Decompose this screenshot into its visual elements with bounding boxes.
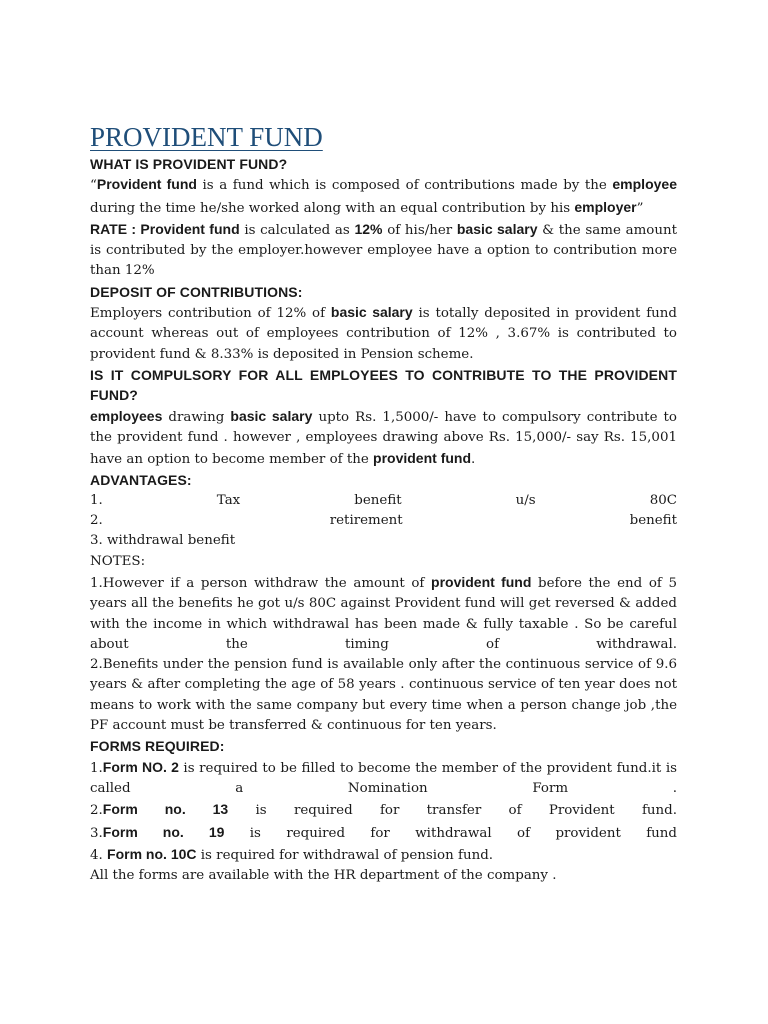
note-1-text-2: before the end of 5 years all the benefits he got u/s 80C against Provident fund will get reversed & added with the income in which withdrawal has been made & fully taxable . So be careful about the timing of withdrawal.: [90, 575, 677, 652]
compulsory-paragraph: [90, 406, 677, 471]
term-employees: employees: [90, 407, 163, 424]
advantage-item: 1. Tax benefit u/s 80C: [90, 492, 677, 508]
form-3-number: 3.: [90, 825, 103, 841]
form-4-text: is required for withdrawal of pension fund.: [196, 847, 494, 863]
form-2-number: 2.: [90, 803, 103, 819]
term-basic-salary: basic salary: [456, 220, 538, 237]
term-employee: employee: [612, 176, 677, 193]
form-item-2: [90, 799, 677, 821]
form-4-label: Form no. 10C: [107, 845, 197, 862]
term-basic-salary: basic salary: [330, 304, 413, 321]
rate-text-3: & the same amount is contributed by the employer.however employee have a option to contribution more than 12%: [90, 222, 677, 279]
section-heading-what-is: WHAT IS PROVIDENT FUND?: [90, 156, 288, 172]
deposit-paragraph: [90, 302, 677, 365]
rate-text-1: is calculated as: [239, 222, 355, 238]
form-1-number: 1.: [90, 760, 103, 776]
form-1-text: is required to be filled to become the member of the provident fund.it is called a Nomination Form .: [90, 760, 677, 796]
form-3-label: Form no. 19: [102, 823, 225, 840]
rate-text-2: of his/her: [382, 222, 457, 238]
form-2-text: is required for transfer of Provident fund.: [228, 803, 677, 819]
advantage-item: 2. retirement benefit: [90, 513, 677, 529]
form-item-4: [90, 844, 677, 866]
section-heading-compulsory: IS IT COMPULSORY FOR ALL EMPLOYEES TO CONTRIBUTE TO THE PROVIDENT FUND?: [90, 366, 677, 404]
notes-heading: NOTES:: [90, 553, 146, 569]
form-3-text: is required for withdrawal of provident fund: [224, 825, 677, 841]
compulsory-text-3: .: [471, 452, 476, 468]
term-provident-fund: Provident fund: [96, 176, 197, 193]
close-quote: ”: [636, 200, 644, 216]
compulsory-text-2: upto Rs. 1,5000/- have to compulsory contribute to the provident fund . however , employees drawing above Rs. 15,000/- say Rs. 15,001 have an option to become member of the: [90, 409, 677, 468]
term-provident-fund: Provident fund: [140, 220, 240, 237]
form-4-number: 4.: [90, 847, 108, 863]
deposit-text-2: is totally deposited in provident fund account whereas out of employees contribution of 12% , 3.67% is contributed to provident fund & 8.33% is deposited in Pension scheme.: [90, 306, 677, 362]
note-1: [90, 572, 677, 655]
term-provident-fund: provident fund: [431, 573, 532, 590]
definition-text-1: is a fund which is composed of contributions made by the: [196, 178, 613, 194]
section-heading-deposit: DEPOSIT OF CONTRIBUTIONS:: [90, 283, 303, 300]
page-title: PROVIDENT FUND: [90, 122, 323, 152]
rate-percent: 12%: [354, 220, 383, 237]
advantage-item: 3. withdrawal benefit: [90, 533, 236, 549]
definition-text-2: during the time he/she worked along with an equal contribution by his: [90, 200, 575, 216]
term-employer: employer: [574, 198, 637, 215]
rate-label: RATE :: [90, 220, 141, 237]
deposit-text-1: Employers contribution of 12% of: [90, 306, 331, 322]
note-2: 2.Benefits under the pension fund is available only after the continuous service of 9.6 years & after completing the age of 58 years . continuous service of ten year does not means to work with the same company but every time when a person change job ,the PF account must be transferred & continuous for ten years.: [90, 657, 677, 734]
closing-line: All the forms are available with the HR department of the company .: [90, 868, 557, 884]
open-quote: “: [90, 178, 97, 194]
term-basic-salary: basic salary: [230, 407, 313, 424]
form-2-label: Form no. 13: [102, 801, 229, 818]
compulsory-text-1: drawing: [162, 409, 231, 425]
term-provident-fund: provident fund: [373, 450, 472, 467]
section-heading-advantages: ADVANTAGES:: [90, 472, 192, 489]
form-1-label: Form NO. 2: [102, 758, 179, 775]
rate-paragraph: [90, 219, 677, 282]
form-item-1: [90, 757, 677, 800]
form-item-3: [90, 822, 677, 844]
document-body: [90, 120, 677, 886]
section-heading-forms: FORMS REQUIRED:: [90, 738, 225, 755]
note-1-text-1: 1.However if a person withdraw the amount of: [90, 575, 432, 591]
definition-paragraph: [90, 174, 677, 219]
